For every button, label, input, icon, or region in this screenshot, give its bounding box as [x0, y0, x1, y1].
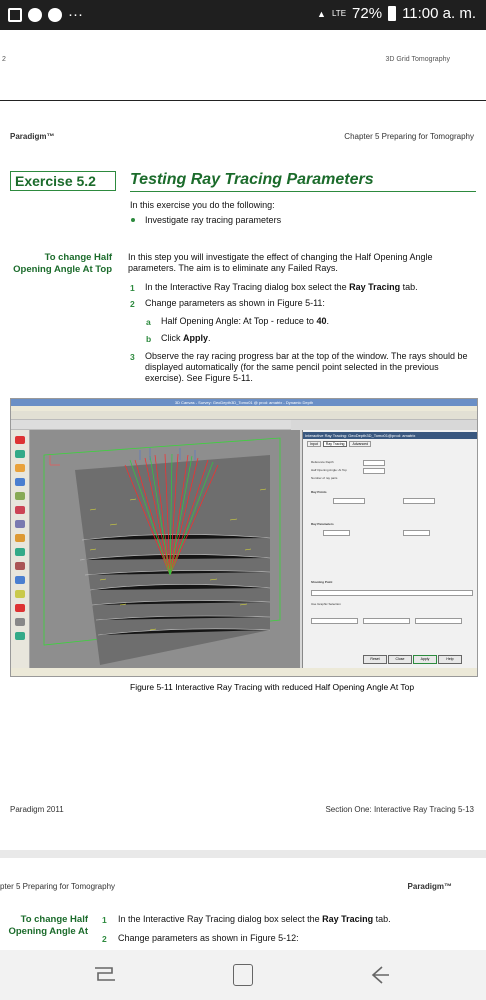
footer-left: Paradigm 2011: [10, 805, 64, 814]
coordinate-field[interactable]: [415, 618, 462, 624]
back-icon[interactable]: [368, 964, 392, 986]
prev-page-mark: 2: [2, 56, 6, 63]
book-title: 3D Grid Tomography: [385, 56, 450, 63]
ray-points-label: Ray Points: [311, 490, 327, 494]
tool-icon: [15, 632, 25, 640]
next-step-number: 2: [102, 934, 107, 944]
apply-button[interactable]: Apply: [413, 655, 437, 664]
tool-icon: [15, 492, 25, 500]
step-number: 2: [130, 299, 135, 309]
step-intro: In this step you will investigate the effect of changing the Half Opening Angle parameters. The aim is to eliminate any Failed Rays.: [128, 252, 433, 273]
status-bar: [0, 0, 486, 30]
lte-label: LTE: [331, 9, 347, 18]
page-break-rule: [0, 100, 486, 101]
window-title: 3D Canvas - Survey: GeoDepth3D_Tomo01 @ prod: amatrix - Dynamic Depth: [11, 399, 477, 406]
title-rule: [130, 191, 476, 192]
half-opening-angle-field[interactable]: [363, 468, 385, 474]
step-3-text: Observe the ray racing progress bar at the top of the window. The rays should be displayed automatically (for the same pencil point selected in the previous exercise). See Figure 5-11.: [145, 351, 468, 383]
reset-button[interactable]: Reset: [363, 655, 387, 664]
tool-icon: [15, 576, 25, 584]
help-button[interactable]: Help: [438, 655, 462, 664]
coordinate-field[interactable]: [311, 618, 358, 624]
step-1-text: In the Interactive Ray Tracing dialog box select the Ray Tracing tab.: [145, 282, 418, 292]
tool-icon: [15, 534, 25, 542]
next-step-1-text: In the Interactive Ray Tracing dialog box select the Ray Tracing tab.: [118, 914, 391, 924]
gallery-icon: [8, 8, 22, 22]
android-nav-bar: [0, 950, 486, 1000]
half-opening-angle-label: Half Opening Angle: At Top: [311, 468, 347, 472]
brand-label: Paradigm™: [10, 132, 55, 141]
graphic-selection-label: Use Graphic Selection: [311, 602, 341, 606]
next-side-heading: To change Half Opening Angle At: [8, 914, 88, 937]
tool-icon: [15, 618, 25, 626]
figure-caption: Figure 5-11 Interactive Ray Tracing with reduced Half Opening Angle At Top: [130, 682, 415, 692]
next-document-page: [0, 858, 486, 950]
reference-depth-label: Reference Depth: [311, 460, 334, 464]
coordinate-field[interactable]: [363, 618, 410, 624]
shooting-point-field[interactable]: [311, 590, 473, 596]
ray-points-field[interactable]: [403, 498, 435, 504]
substep-letter: b: [146, 334, 152, 344]
footer-right: Section One: Interactive Ray Tracing 5-13: [325, 805, 474, 814]
tab-advanced[interactable]: Advanced: [349, 441, 371, 447]
next-step-2-text: Change parameters as shown in Figure 5-12:: [118, 933, 299, 943]
figure-screenshot: [10, 398, 478, 677]
tool-icon: [15, 604, 25, 612]
step-number: 1: [130, 283, 135, 293]
tab-input[interactable]: Input: [307, 441, 321, 447]
battery-percent: 72%: [352, 5, 383, 22]
home-button[interactable]: [233, 964, 253, 986]
step-2-text: Change parameters as shown in Figure 5-11:: [145, 298, 325, 308]
ray-tracing-render: [30, 430, 300, 668]
recent-apps-icon[interactable]: [92, 964, 118, 986]
ray-pairs-label: Number of ray pairs: [311, 476, 338, 480]
ray-step-field[interactable]: [323, 530, 350, 536]
shooting-point-label: Shooting Point: [311, 580, 333, 584]
tool-icon: [15, 590, 25, 598]
bullet-text: Investigate ray tracing parameters: [145, 215, 282, 225]
substep-a-text: Half Opening Angle: At Top - reduce to 40.: [161, 316, 329, 326]
next-brand-label: Paradigm™: [407, 882, 452, 891]
chapter-header: Chapter 5 Preparing for Tomography: [344, 132, 474, 141]
tool-icon: [15, 506, 25, 514]
dialog-title: Interactive Ray Tracing: GeoDepth3D_Tomo01@prod: amatrix: [303, 432, 478, 439]
next-chapter-header: pter 5 Preparing for Tomography: [0, 882, 116, 891]
side-heading: To change Half Opening Angle At Top: [13, 252, 112, 275]
facebook-icon-2: [48, 8, 62, 22]
exercise-label: Exercise 5.2: [10, 171, 116, 191]
tool-icon: [15, 520, 25, 528]
exercise-title: Testing Ray Tracing Parameters: [130, 171, 374, 188]
document-page: [0, 30, 486, 850]
ray-distance-field[interactable]: [403, 530, 430, 536]
ray-parameters-label: Ray Parameters: [311, 522, 334, 526]
bullet-dot: [131, 218, 135, 222]
battery-icon: [388, 6, 396, 21]
tool-icon: [15, 464, 25, 472]
toolbar-secondary: [11, 420, 291, 430]
tool-icon: [15, 450, 25, 458]
3d-viewport: [30, 430, 300, 668]
signal-icon: ▲: [317, 8, 326, 19]
more-notifications-icon: ···: [68, 6, 83, 23]
substep-b-text: Click Apply.: [161, 333, 211, 343]
tool-palette: [11, 430, 30, 668]
tool-icon: [15, 436, 25, 444]
app-status-line: [11, 668, 478, 676]
dialog-tabs: [307, 441, 371, 447]
tool-icon: [15, 548, 25, 556]
tool-icon: [15, 478, 25, 486]
step-number: 3: [130, 352, 135, 362]
tool-icon: [15, 562, 25, 570]
facebook-icon: [28, 8, 42, 22]
substep-letter: a: [146, 317, 151, 327]
reference-depth-field[interactable]: [363, 460, 385, 466]
close-button[interactable]: Close: [388, 655, 412, 664]
toolbar: [11, 411, 477, 420]
ray-points-field[interactable]: [333, 498, 365, 504]
clock: 11:00 a. m.: [402, 5, 476, 22]
next-step-number: 1: [102, 915, 107, 925]
intro-text: In this exercise you do the following:: [130, 200, 275, 210]
ray-tracing-dialog: [302, 430, 478, 668]
tab-ray-tracing[interactable]: Ray Tracing: [323, 441, 348, 447]
